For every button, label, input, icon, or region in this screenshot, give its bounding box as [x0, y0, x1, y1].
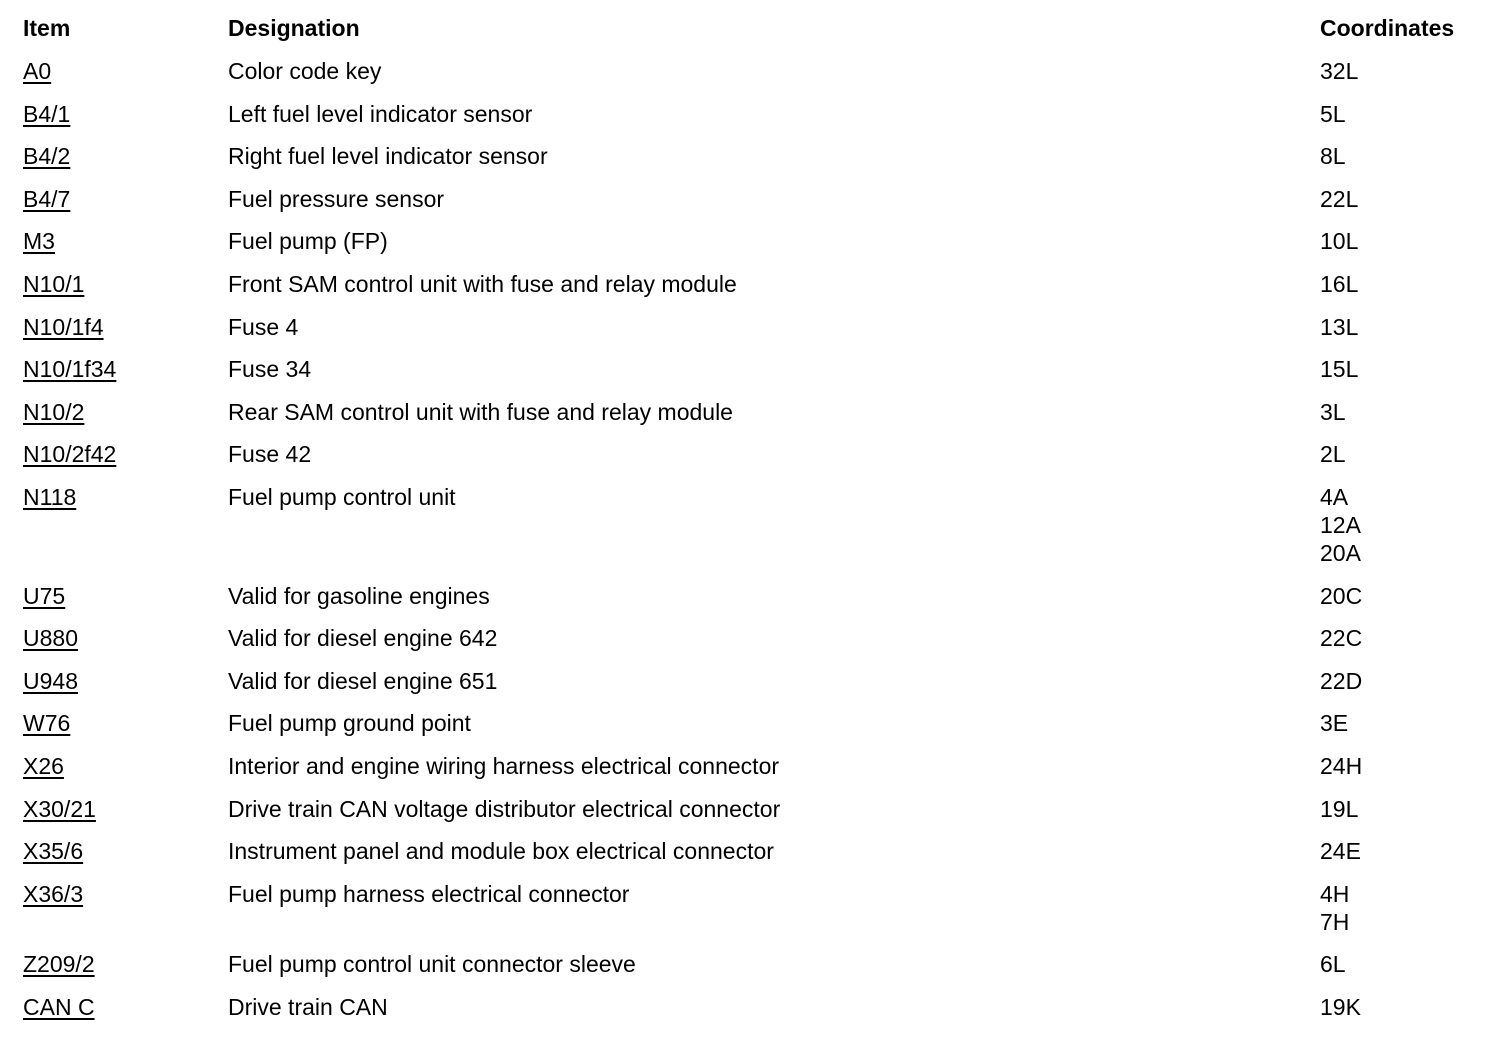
item-link[interactable]: X30/21: [23, 795, 96, 822]
table-row: [23, 660, 1490, 703]
designation-cell: Drive train CAN: [228, 993, 388, 1020]
table-row: [23, 263, 1490, 306]
coordinate-value: 20C: [1320, 582, 1363, 609]
coordinate-value: 3E: [1320, 710, 1349, 737]
item-link[interactable]: X26: [23, 752, 64, 779]
coordinate-value: 4H: [1320, 880, 1350, 907]
designation-cell: Valid for gasoline engines: [228, 582, 490, 609]
coordinates-cell: [1320, 391, 1490, 434]
designation-cell: Interior and engine wiring harness electrical connector: [228, 752, 780, 779]
coordinates-cell: [1320, 702, 1490, 745]
coordinates-cell: [1320, 873, 1490, 944]
header-coordinates: Coordinates: [1320, 15, 1455, 41]
designation-cell: Valid for diesel engine 642: [228, 625, 498, 652]
table-row: [23, 943, 1490, 986]
coordinate-value: 2L: [1320, 441, 1346, 468]
item-link[interactable]: X36/3: [23, 880, 84, 907]
table-row: [23, 788, 1490, 831]
coordinates-cell: [1320, 220, 1490, 263]
coordinate-value: 5L: [1320, 100, 1346, 127]
item-cell: [23, 617, 228, 660]
item-cell: [23, 306, 228, 349]
table-row: [23, 617, 1490, 660]
coordinate-value: 3L: [1320, 398, 1346, 425]
item-link[interactable]: N10/1f34: [23, 356, 117, 383]
coordinate-value: 32L: [1320, 58, 1359, 84]
table-row: [23, 93, 1490, 136]
item-cell: [23, 135, 228, 178]
coordinates-cell: [1320, 178, 1490, 221]
coordinates-cell: [1320, 93, 1490, 136]
item-link[interactable]: W76: [23, 710, 71, 737]
designation-cell: Left fuel level indicator sensor: [228, 100, 533, 127]
coordinate-value: 7H: [1320, 908, 1350, 935]
table-row: [23, 433, 1490, 476]
item-link[interactable]: N10/1f4: [23, 313, 104, 340]
coordinates-cell: [1320, 348, 1490, 391]
legend-body: [23, 50, 1490, 1028]
header-designation: Designation: [228, 15, 360, 41]
designation-cell: Fuse 4: [228, 313, 299, 340]
coordinates-cell: [1320, 476, 1490, 575]
designation-cell: Fuel pump (FP): [228, 228, 388, 255]
designation-cell: Fuel pressure sensor: [228, 185, 445, 212]
header-row: [23, 14, 1490, 50]
item-link[interactable]: M3: [23, 228, 55, 255]
coordinate-value: 24H: [1320, 752, 1363, 779]
table-row: [23, 220, 1490, 263]
coordinates-cell: [1320, 575, 1490, 618]
coordinates-cell: [1320, 617, 1490, 660]
table-row: [23, 830, 1490, 873]
coordinates-cell: [1320, 433, 1490, 476]
designation-cell: Fuse 34: [228, 356, 312, 383]
designation-cell: Color code key: [228, 58, 382, 84]
item-cell: [23, 943, 228, 986]
coordinate-value: 22L: [1320, 185, 1359, 212]
designation-cell: Fuel pump control unit connector sleeve: [228, 951, 636, 978]
item-cell: [23, 433, 228, 476]
header-item: Item: [23, 15, 71, 41]
table-row: [23, 986, 1490, 1029]
designation-cell: Right fuel level indicator sensor: [228, 143, 548, 170]
designation-cell: Drive train CAN voltage distributor electrical connector: [228, 795, 781, 822]
coordinates-cell: [1320, 660, 1490, 703]
item-link[interactable]: B4/7: [23, 185, 71, 212]
item-link[interactable]: U948: [23, 667, 78, 694]
coordinates-cell: [1320, 943, 1490, 986]
item-link[interactable]: U75: [23, 582, 66, 609]
item-link[interactable]: U880: [23, 625, 78, 652]
designation-cell: Fuse 42: [228, 441, 312, 468]
item-link[interactable]: Z209/2: [23, 951, 95, 978]
designation-cell: Rear SAM control unit with fuse and relay module: [228, 398, 733, 425]
item-cell: [23, 873, 228, 944]
item-cell: [23, 745, 228, 788]
item-link[interactable]: N118: [23, 483, 77, 510]
table-row: [23, 306, 1490, 349]
item-cell: [23, 788, 228, 831]
coordinate-value: 19K: [1320, 993, 1361, 1020]
designation-cell: Valid for diesel engine 651: [228, 667, 498, 694]
item-link[interactable]: A0: [23, 58, 52, 84]
table-row: [23, 702, 1490, 745]
coordinates-cell: [1320, 986, 1490, 1029]
designation-cell: Fuel pump harness electrical connector: [228, 880, 630, 907]
coordinates-cell: [1320, 745, 1490, 788]
coordinate-value: 12A: [1320, 511, 1361, 538]
item-link[interactable]: B4/1: [23, 100, 71, 127]
coordinate-value: 19L: [1320, 795, 1359, 822]
item-cell: [23, 702, 228, 745]
coordinate-value: 6L: [1320, 951, 1346, 978]
designation-cell: Front SAM control unit with fuse and relay module: [228, 270, 737, 297]
table-row: [23, 348, 1490, 391]
item-link[interactable]: N10/2f42: [23, 441, 117, 468]
table-row: [23, 476, 1490, 575]
item-link[interactable]: N10/2: [23, 398, 85, 425]
table-row: [23, 135, 1490, 178]
coordinate-value: 16L: [1320, 270, 1359, 297]
designation-cell: Fuel pump ground point: [228, 710, 471, 737]
item-cell: [23, 93, 228, 136]
coordinates-cell: [1320, 788, 1490, 831]
item-link[interactable]: X35/6: [23, 838, 84, 865]
item-cell: [23, 476, 228, 575]
item-cell: [23, 348, 228, 391]
item-link[interactable]: B4/2: [23, 143, 71, 170]
item-cell: [23, 263, 228, 306]
coordinate-value: 10L: [1320, 228, 1359, 255]
coordinates-cell: [1320, 50, 1490, 93]
coordinate-value: 20A: [1320, 539, 1361, 566]
item-cell: [23, 178, 228, 221]
coordinate-value: 13L: [1320, 313, 1359, 340]
table-row: [23, 50, 1490, 93]
designation-cell: Instrument panel and module box electrical connector: [228, 838, 774, 865]
table-row: [23, 745, 1490, 788]
table-row: [23, 178, 1490, 221]
designation-cell: Fuel pump control unit: [228, 483, 456, 510]
coordinate-value: 22C: [1320, 625, 1363, 652]
item-link[interactable]: CAN C: [23, 993, 95, 1020]
item-cell: [23, 830, 228, 873]
coordinates-cell: [1320, 135, 1490, 178]
item-cell: [23, 50, 228, 93]
table-row: [23, 873, 1490, 944]
coordinate-value: 24E: [1320, 838, 1361, 865]
table-row: [23, 575, 1490, 618]
coordinate-value: 8L: [1320, 143, 1346, 170]
item-link[interactable]: N10/1: [23, 270, 85, 297]
item-cell: [23, 220, 228, 263]
coordinate-value: 15L: [1320, 356, 1359, 383]
coordinates-cell: [1320, 306, 1490, 349]
coordinates-cell: [1320, 263, 1490, 306]
table-row: [23, 391, 1490, 434]
item-cell: [23, 391, 228, 434]
coordinate-value: 4A: [1320, 483, 1349, 510]
component-legend-table: [23, 14, 1490, 1028]
coordinate-value: 22D: [1320, 667, 1363, 694]
item-cell: [23, 575, 228, 618]
item-cell: [23, 660, 228, 703]
coordinates-cell: [1320, 830, 1490, 873]
item-cell: [23, 986, 228, 1029]
